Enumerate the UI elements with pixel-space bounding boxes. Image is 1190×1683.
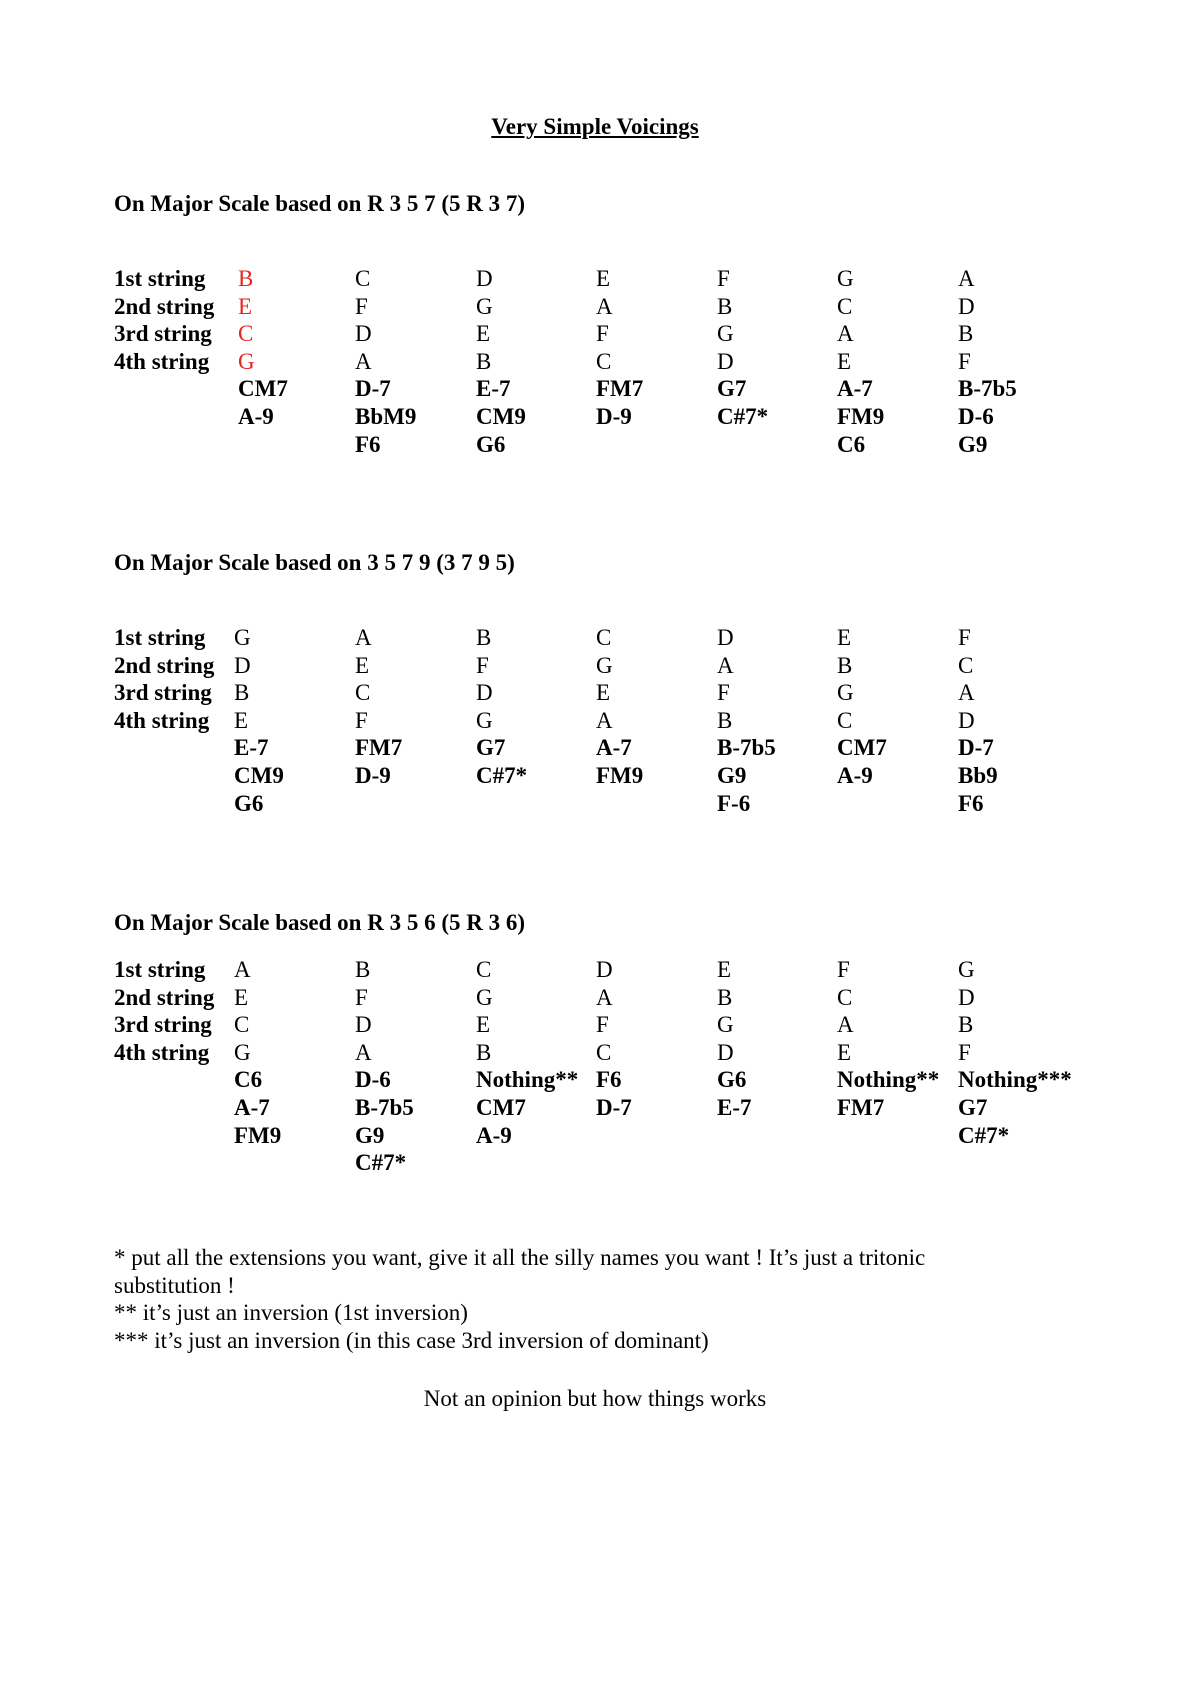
note-cell: G <box>717 321 734 347</box>
note-cell: F <box>717 266 730 291</box>
note-cell: D <box>717 625 734 650</box>
chord-name: E-7 <box>476 376 511 402</box>
chord-name: C6 <box>837 431 866 457</box>
chord-name: G6 <box>717 1067 747 1093</box>
chord-name: E-7 <box>234 735 269 761</box>
note-cell: E <box>476 321 491 347</box>
note-cell: F <box>958 625 971 650</box>
chord-name: G6 <box>234 790 264 816</box>
string-label: 2nd string <box>114 652 215 678</box>
note-cell: B <box>476 348 492 374</box>
note-cell: G <box>234 625 251 650</box>
note-cell: B <box>717 984 733 1010</box>
note-cell: C <box>355 680 371 706</box>
note-cell: B <box>476 625 492 650</box>
chord-name: Nothing*** <box>958 1067 1072 1093</box>
note-cell: A <box>234 957 251 982</box>
string-label: 1st string <box>114 266 206 291</box>
note-cell: D <box>476 266 493 291</box>
footnote-line: *** it’s just an inversion (in this case 3rd inversion of dominant) <box>114 1327 709 1353</box>
chord-name: A-9 <box>238 404 274 429</box>
chord-name: FM7 <box>596 376 644 402</box>
note-cell: F <box>355 707 368 733</box>
note-cell: E <box>837 1039 852 1065</box>
chord-name: G7 <box>476 735 506 761</box>
note-cell: C <box>234 1012 250 1038</box>
note-cell: B <box>958 1012 974 1038</box>
note-cell: E <box>234 707 249 733</box>
note-cell: D <box>958 293 975 319</box>
note-cell: E <box>234 984 249 1010</box>
chord-name: CM9 <box>476 404 526 429</box>
note-cell: C <box>958 652 974 678</box>
chord-name: BbM9 <box>355 404 417 429</box>
note-cell: A <box>837 321 854 347</box>
chord-name: A-9 <box>476 1122 512 1148</box>
note-cell: F <box>958 1039 971 1065</box>
chord-name: FM9 <box>596 763 644 788</box>
chord-name: C#7* <box>355 1150 407 1176</box>
note-cell: A <box>958 266 975 291</box>
string-label: 4th string <box>114 707 210 733</box>
note-cell: E <box>717 957 732 982</box>
note-cell: D <box>596 957 613 982</box>
note-cell: G <box>238 348 255 374</box>
chord-name: G9 <box>355 1122 385 1148</box>
chord-name: G9 <box>717 763 747 788</box>
string-label: 4th string <box>114 348 210 374</box>
note-cell: E <box>596 680 611 706</box>
note-cell: D <box>958 984 975 1010</box>
note-cell: E <box>837 625 852 650</box>
chord-name: F6 <box>355 431 381 457</box>
note-cell: C <box>596 1039 612 1065</box>
chord-name: FM9 <box>837 404 885 429</box>
note-cell: A <box>355 348 372 374</box>
note-cell: A <box>837 1012 854 1038</box>
chord-name: A-7 <box>837 376 873 402</box>
string-label: 3rd string <box>114 680 212 706</box>
chord-name: F-6 <box>717 790 751 816</box>
page-title: Very Simple Voicings <box>491 114 699 139</box>
note-cell: G <box>837 680 854 706</box>
chord-name: CM7 <box>837 735 887 761</box>
note-cell: E <box>596 266 611 291</box>
note-cell: D <box>234 652 251 678</box>
chord-name: G6 <box>476 431 506 457</box>
chord-name: FM7 <box>837 1095 885 1120</box>
note-cell: B <box>717 707 733 733</box>
note-cell: D <box>355 1012 372 1038</box>
note-cell: F <box>958 348 971 374</box>
note-cell: E <box>355 652 370 678</box>
note-cell: C <box>837 984 853 1010</box>
section-heading: On Major Scale based on R 3 5 7 (5 R 3 7) <box>114 191 526 216</box>
chord-name: F6 <box>596 1067 622 1093</box>
note-cell: A <box>596 707 613 733</box>
note-cell: F <box>355 984 368 1010</box>
closing-remark: Not an opinion but how things works <box>423 1386 767 1411</box>
string-label: 2nd string <box>114 293 215 319</box>
chord-name: F6 <box>958 790 984 816</box>
chord-name: A-7 <box>234 1095 270 1120</box>
note-cell: A <box>717 652 734 678</box>
footnote-line: substitution ! <box>114 1272 235 1298</box>
chord-name: A-7 <box>596 735 632 761</box>
note-cell: E <box>837 348 852 374</box>
chord-name: CM9 <box>234 763 284 788</box>
note-cell: F <box>837 957 850 982</box>
note-cell: A <box>355 625 372 650</box>
chord-name: C#7* <box>958 1122 1010 1148</box>
chord-name: D-7 <box>596 1095 632 1120</box>
note-cell: F <box>717 680 730 706</box>
chord-name: B-7b5 <box>958 376 1017 402</box>
note-cell: G <box>476 707 493 733</box>
note-cell: C <box>476 957 492 982</box>
section-heading: On Major Scale based on R 3 5 6 (5 R 3 6) <box>114 910 526 935</box>
note-cell: C <box>355 266 371 291</box>
string-label: 3rd string <box>114 1012 212 1038</box>
chord-name: E-7 <box>717 1095 752 1120</box>
note-cell: D <box>717 348 734 374</box>
note-cell: G <box>958 957 975 982</box>
note-cell: D <box>355 321 372 347</box>
note-cell: C <box>238 321 254 347</box>
chord-name: D-6 <box>355 1067 391 1093</box>
chord-name: C6 <box>234 1067 263 1093</box>
note-cell: G <box>717 1012 734 1038</box>
section-heading: On Major Scale based on 3 5 7 9 (3 7 9 5) <box>114 550 515 575</box>
note-cell: B <box>958 321 974 347</box>
note-cell: A <box>958 680 975 706</box>
chord-name: D-7 <box>958 735 994 761</box>
note-cell: F <box>596 1012 609 1038</box>
chord-name: G7 <box>717 376 747 402</box>
note-cell: G <box>476 984 493 1010</box>
chord-name: D-7 <box>355 376 391 402</box>
chord-name: FM7 <box>355 735 403 761</box>
note-cell: G <box>476 293 493 319</box>
chord-name: FM9 <box>234 1122 282 1148</box>
chord-name: C#7* <box>476 763 528 788</box>
note-cell: B <box>717 293 733 319</box>
note-cell: E <box>238 293 253 319</box>
chord-name: C#7* <box>717 404 769 429</box>
note-cell: G <box>596 652 613 678</box>
note-cell: A <box>596 293 613 319</box>
note-cell: G <box>837 266 854 291</box>
chord-name: G9 <box>958 431 988 457</box>
footnote-line: ** it’s just an inversion (1st inversion) <box>114 1300 468 1326</box>
chord-name: Nothing** <box>476 1067 579 1093</box>
note-cell: C <box>837 707 853 733</box>
string-label: 1st string <box>114 625 206 650</box>
note-cell: F <box>355 293 368 319</box>
string-label: 4th string <box>114 1039 210 1065</box>
chord-name: Nothing** <box>837 1067 940 1093</box>
chord-name: D-9 <box>355 763 391 788</box>
chord-name: G7 <box>958 1095 988 1120</box>
note-cell: G <box>234 1039 251 1065</box>
note-cell: C <box>596 348 612 374</box>
string-label: 1st string <box>114 957 206 982</box>
chord-name: CM7 <box>476 1095 526 1120</box>
note-cell: C <box>596 625 612 650</box>
note-cell: D <box>476 680 493 706</box>
note-cell: B <box>476 1039 492 1065</box>
string-label: 3rd string <box>114 321 212 347</box>
note-cell: B <box>234 680 250 706</box>
chord-name: A-9 <box>837 763 873 788</box>
footnote-line: * put all the extensions you want, give it all the silly names you want ! It’s just a tritonic <box>114 1245 926 1270</box>
chord-name: B-7b5 <box>717 735 776 761</box>
note-cell: A <box>355 1039 372 1065</box>
note-cell: D <box>958 707 975 733</box>
chord-name: D-6 <box>958 404 994 429</box>
note-cell: E <box>476 1012 491 1038</box>
note-cell: F <box>596 321 609 347</box>
note-cell: F <box>476 652 489 678</box>
chord-name: Bb9 <box>958 763 998 788</box>
chord-name: D-9 <box>596 404 632 429</box>
note-cell: D <box>717 1039 734 1065</box>
chord-name: B-7b5 <box>355 1095 414 1120</box>
chord-name: CM7 <box>238 376 288 402</box>
note-cell: A <box>596 984 613 1010</box>
note-cell: B <box>837 652 853 678</box>
note-cell: B <box>238 266 254 291</box>
note-cell: B <box>355 957 371 982</box>
string-label: 2nd string <box>114 984 215 1010</box>
note-cell: C <box>837 293 853 319</box>
